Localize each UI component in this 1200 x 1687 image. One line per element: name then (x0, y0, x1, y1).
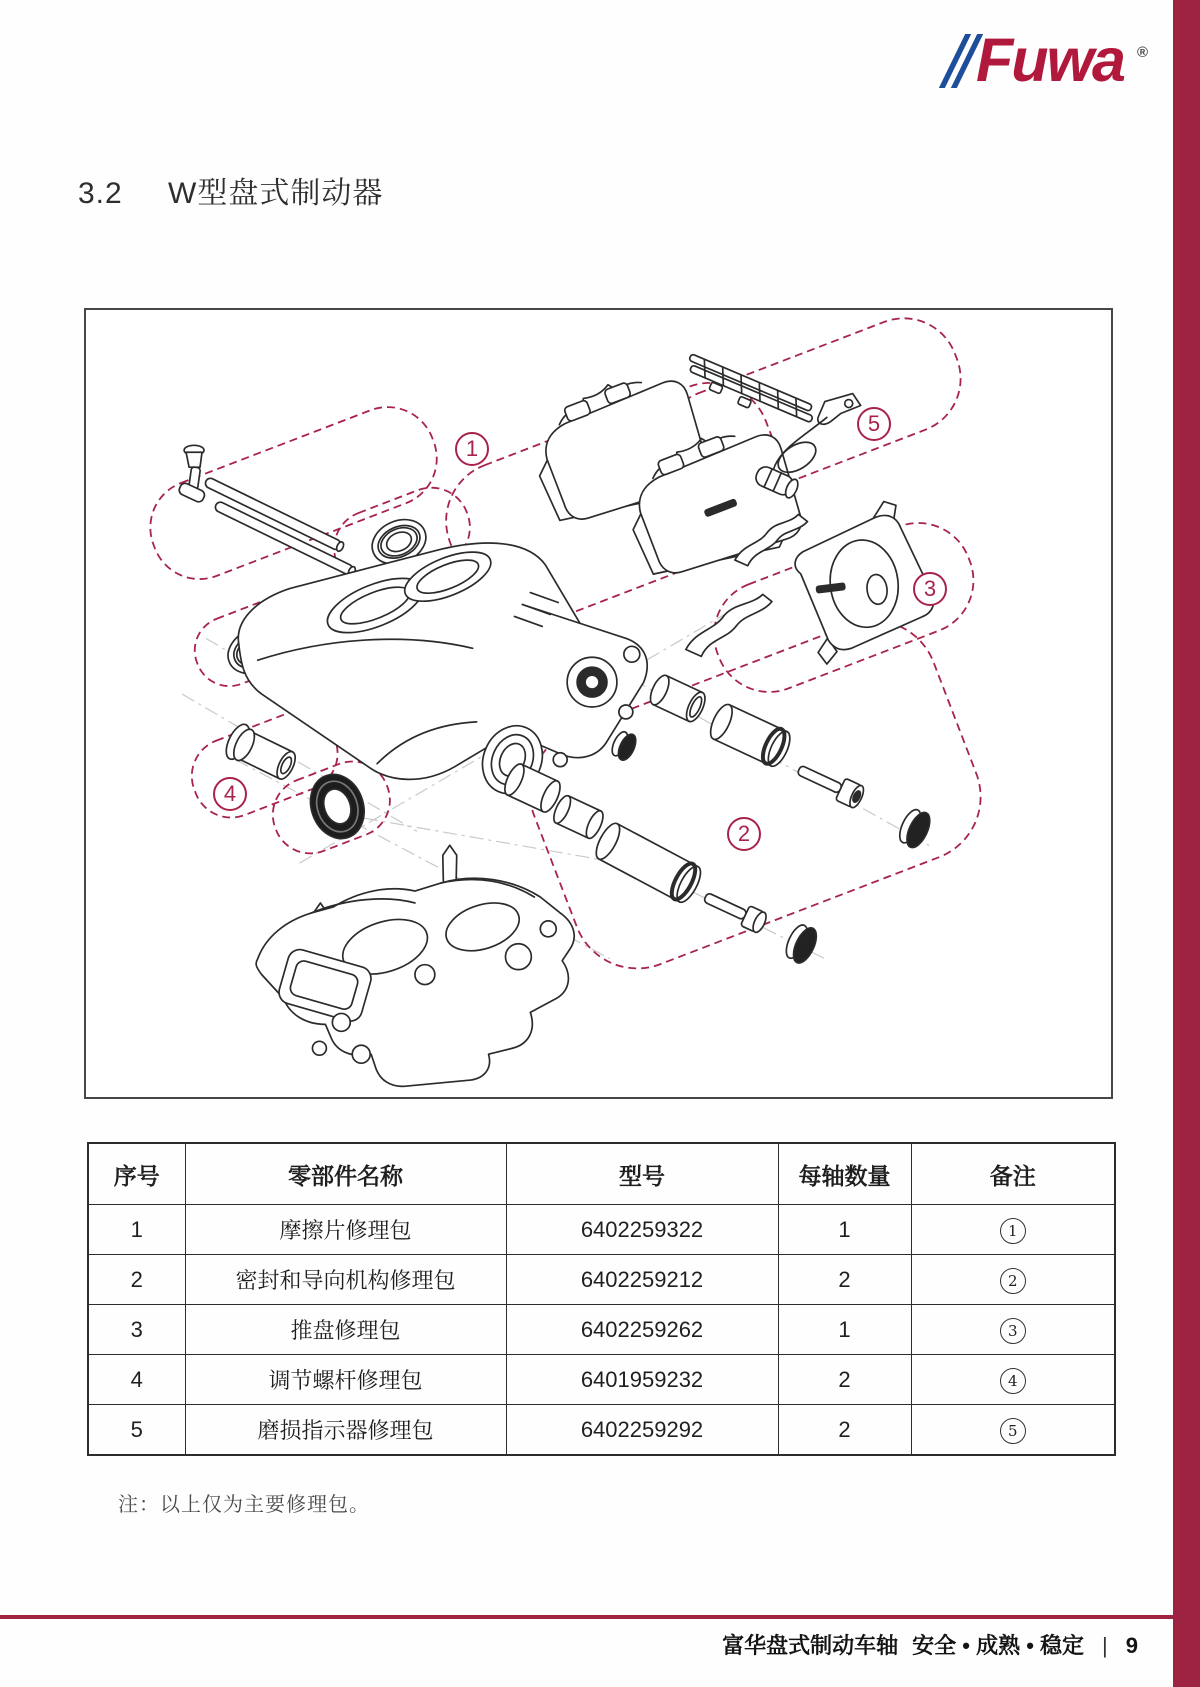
boot-seal (302, 767, 373, 846)
diagram-callout-4: 4 (213, 777, 247, 811)
cell-remark (911, 1305, 1115, 1355)
cell-model: 6402259262 (506, 1305, 778, 1355)
cell-name: 调节螺杆修理包 (185, 1355, 506, 1405)
table-row (88, 1205, 1115, 1255)
cell-qty: 2 (778, 1255, 911, 1305)
cell-name: 密封和导向机构修理包 (185, 1255, 506, 1305)
cell-model: 6402259322 (506, 1205, 778, 1255)
cell-qty: 1 (778, 1205, 911, 1255)
exploded-view-diagram (84, 308, 1113, 1099)
cell-model: 6402259292 (506, 1405, 778, 1456)
col-header-remark: 备注 (911, 1143, 1115, 1205)
cell-name: 磨损指示器修理包 (185, 1405, 506, 1456)
table-row (88, 1405, 1115, 1456)
col-header-model: 型号 (506, 1143, 778, 1205)
page-number: 9 (1125, 1633, 1138, 1658)
footer-slogan: 安全 • 成熟 • 稳定 (912, 1633, 1085, 1658)
footer-product-line: 富华盘式制动车轴 (722, 1633, 899, 1658)
cell-no: 1 (88, 1205, 185, 1255)
cell-model: 6401959232 (506, 1355, 778, 1405)
circled-number: 1 (1000, 1218, 1026, 1244)
table-footnote: 注：以上仅为主要修理包。 (118, 1494, 370, 1516)
cell-remark (911, 1255, 1115, 1305)
footer-separator: | (1102, 1633, 1108, 1658)
cell-name: 推盘修理包 (185, 1305, 506, 1355)
brand-wordmark: Fuwa (976, 26, 1124, 94)
table-row (88, 1255, 1115, 1305)
cell-remark (911, 1355, 1115, 1405)
col-header-qty: 每轴数量 (778, 1143, 911, 1205)
caliper-body (238, 542, 647, 803)
section-heading (78, 168, 383, 212)
page-accent-bar (1173, 0, 1200, 1687)
cell-no: 4 (88, 1355, 185, 1405)
cell-no: 3 (88, 1305, 185, 1355)
cell-model: 6402259212 (506, 1255, 778, 1305)
pad-retainer-spring (677, 592, 781, 660)
circled-number: 5 (1000, 1418, 1026, 1444)
cell-name: 摩擦片修理包 (185, 1205, 506, 1255)
section-title: W型盘式制动器 (168, 177, 384, 210)
cell-qty: 1 (778, 1305, 911, 1355)
cell-no: 2 (88, 1255, 185, 1305)
carrier-bracket (256, 845, 574, 1086)
diagram-callout-2: 2 (727, 817, 761, 851)
brand-logo (938, 22, 1150, 106)
adjuster-bushing (221, 721, 300, 786)
cell-no: 5 (88, 1405, 185, 1456)
cell-remark (911, 1205, 1115, 1255)
col-header-no: 序号 (88, 1143, 185, 1205)
table-row (88, 1355, 1115, 1405)
circled-number: 2 (1000, 1268, 1026, 1294)
cell-qty: 2 (778, 1405, 911, 1456)
page-footer (722, 1629, 1138, 1660)
registered-trademark-symbol: ® (1136, 44, 1148, 61)
table-header-row (88, 1143, 1115, 1205)
footer-rule (0, 1615, 1174, 1619)
repair-kit-table (87, 1142, 1116, 1456)
table-row (88, 1305, 1115, 1355)
brake-exploded-drawing (86, 310, 1111, 1097)
section-number: 3.2 (78, 177, 123, 210)
diagram-callout-3: 3 (913, 572, 947, 606)
circled-number: 3 (1000, 1318, 1026, 1344)
cell-qty: 2 (778, 1355, 911, 1405)
diagram-callout-1: 1 (455, 432, 489, 466)
diagram-callout-5: 5 (857, 407, 891, 441)
cell-remark (911, 1405, 1115, 1456)
col-header-name: 零部件名称 (185, 1143, 506, 1205)
circled-number: 4 (1000, 1368, 1026, 1394)
